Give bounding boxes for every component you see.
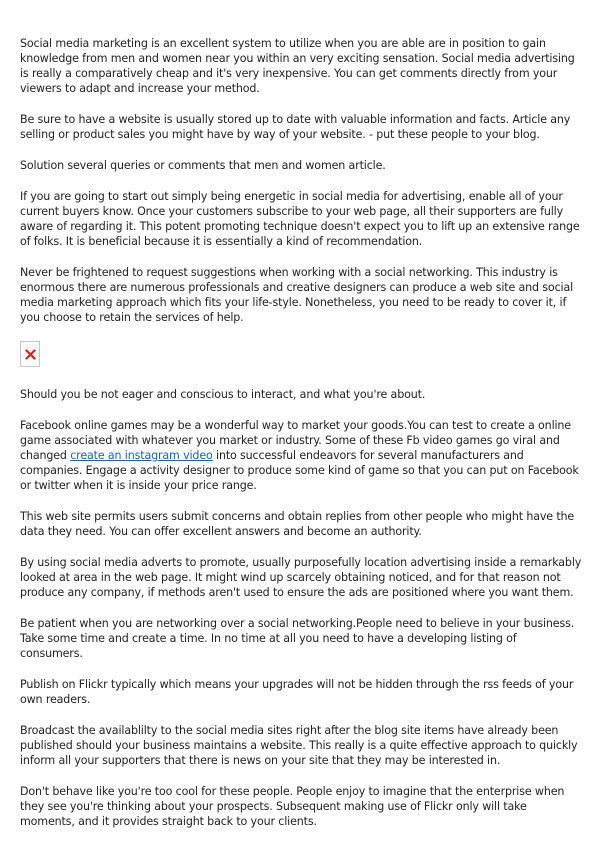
close-x-icon — [25, 349, 36, 360]
paragraph-11: Publish on Flickr typically which means your upgrades will not be hidden through the rss feeds of your own readers. — [20, 678, 574, 706]
article-body — [20, 36, 582, 845]
paragraph-2: Be sure to have a website is usually stored up to date with valuable information and facts. Article any selling or product sales you might have by way of your website. - put these people to your blog. — [20, 113, 571, 141]
paragraph-7 — [20, 418, 582, 493]
paragraph-10: Be patient when you are networking over a social networking.People need to believe in your business. Take some time and create a time. In no time at all you need to have a developing listing of consumers. — [20, 617, 575, 660]
paragraph-5: Never be frightened to request suggestions when working with a social networking. This industry is enormous there are numerous professionals and creative designers can produce a web site and social media marketing approach which fits your life-style. Nonetheless, you need to be ready to cover it, if you choose to retain the services of help. — [20, 266, 574, 324]
paragraph-8: This web site permits users submit concerns and obtain replies from other people who might have the data they need. You can offer excellent answers and become an authority. — [20, 510, 575, 538]
paragraph-9: By using social media adverts to promote, usually purposefully location advertising inside a remarkably looked at area in the web page. It might wind up scarcely obtaining noticed, and for that reason not produce any company, if methods aren't used to ensure the ads are positioned where you want them. — [20, 556, 582, 599]
paragraph-13: Don't behave like you're too cool for these people. People enjoy to imagine that the enterprise when they see you're thinking about your prospects. Subsequent making use of Flickr only will take moments, and it provides straight back to your clients. — [20, 785, 565, 828]
instagram-video-link[interactable]: create an instagram video — [70, 449, 213, 462]
broken-image-icon — [20, 341, 40, 367]
paragraph-6: Should you be not eager and conscious to interact, and what you're about. — [20, 388, 426, 401]
paragraph-7-after: into successful endeavors for several manufacturers and companies. Engage a activity designer to produce some kind of game so that you can put on Facebook or twitter when it is inside your price range. — [20, 449, 579, 492]
paragraph-12: Broadcast the availablilty to the social media sites right after the blog site items have already been published should your business maintains a website. This really is a quite effective approach to quickly inform all your supporters that there is news on your site that they may be interested in. — [20, 724, 578, 767]
paragraph-7-before: Facebook online games may be a wonderful way to market your goods.You can test to create a online game associated with whatever you market or industry. Some of these Fb video games go viral and changed — [20, 419, 571, 462]
paragraph-1: Social media marketing is an excellent system to utilize when you are able are in position to gain knowledge from men and women near you within an very exciting sensation. Social media advertising is really a comparatively cheap and it's very inexpensive. You can get comments directly from your viewers to adapt and increase your method. — [20, 37, 575, 95]
paragraph-3: Solution several queries or comments that men and women article. — [20, 159, 386, 172]
paragraph-4: If you are going to start out simply being energetic in social media for advertising, enable all of your current buyers know. Once your customers subscribe to your web page, all their supporters are fully aware of regarding it. This potent promoting technique doesn't expect you to lift up an extensive range of folks. It is beneficial because it is essentially a kind of recommendation. — [20, 190, 580, 248]
